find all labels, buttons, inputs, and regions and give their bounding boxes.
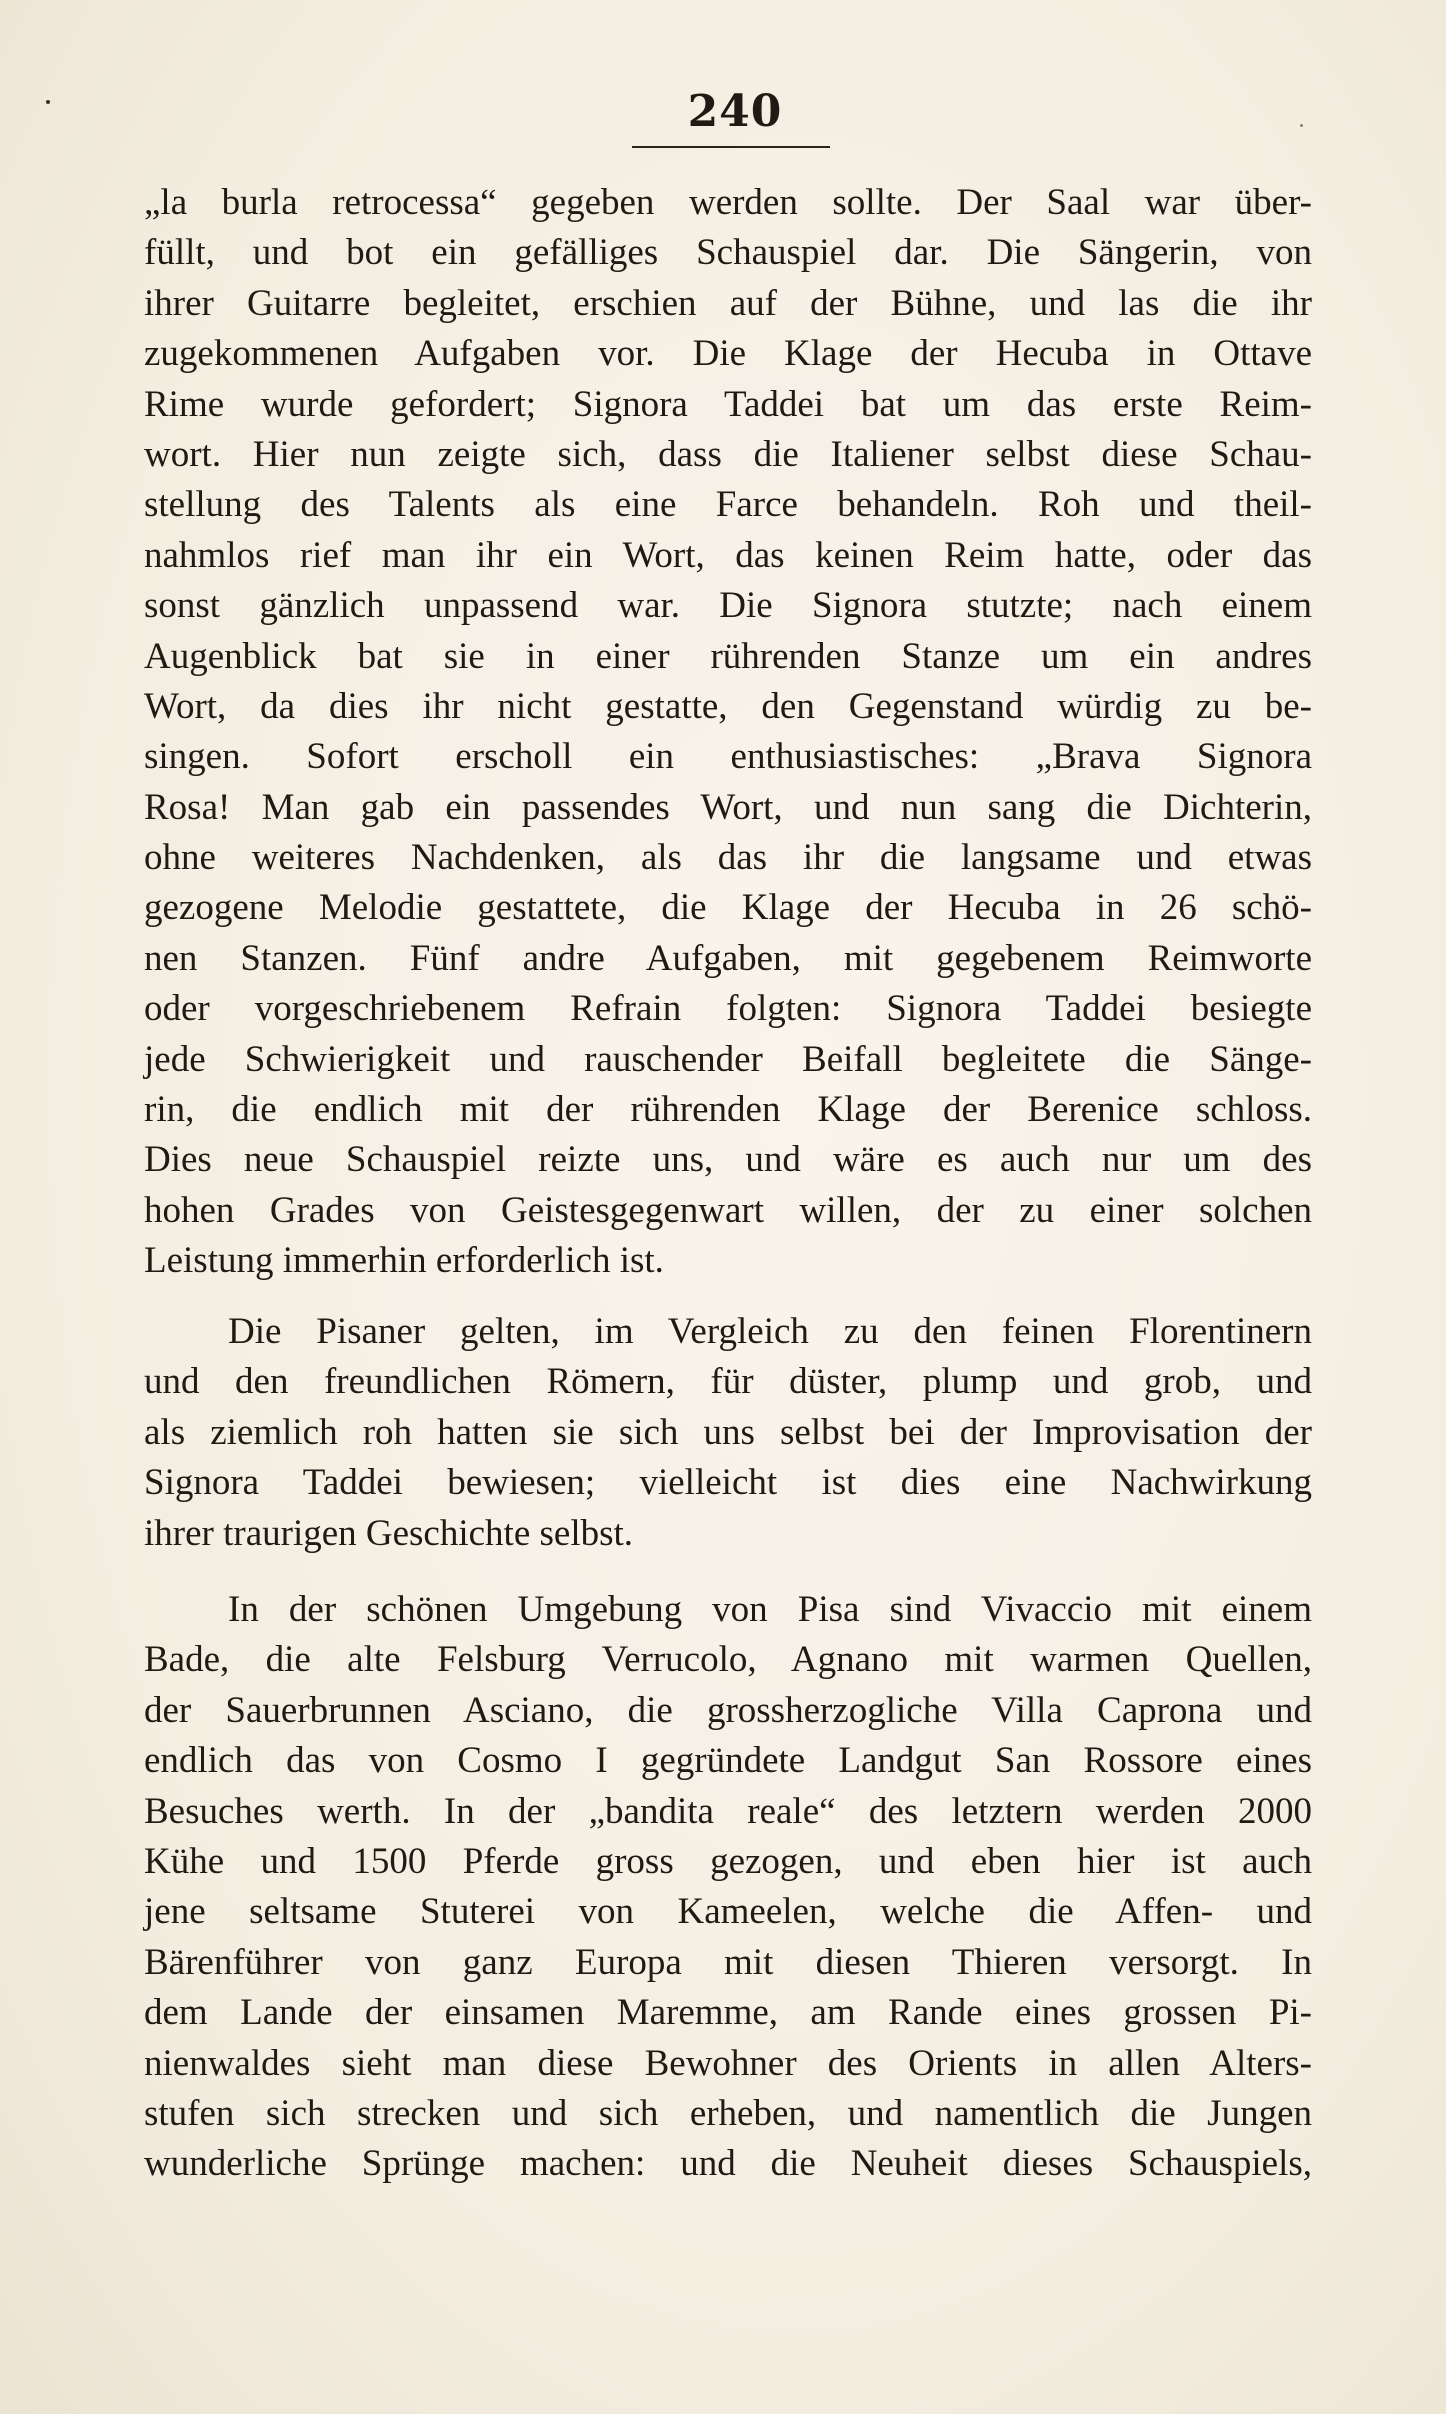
paragraph-3 xyxy=(144,1585,1312,2190)
text-line: sonst gänzlich unpassend war. Die Signora stutzte; nach einem xyxy=(144,585,1312,627)
text-line: wort. Hier nun zeigte sich, dass die Italiener selbst diese Schau- xyxy=(144,433,1312,475)
text-line: jene seltsame Stuterei von Kameelen, welche die Affen- und xyxy=(144,1891,1312,1933)
text-line: „la burla retrocessa“ gegeben werden sollte. Der Saal war über- xyxy=(144,182,1312,223)
text-line: ihrer Guitarre begleitet, erschien auf der Bühne, und las die ihr xyxy=(144,282,1312,324)
text-line: gezogene Melodie gestattete, die Klage der Hecuba in 26 schö- xyxy=(144,887,1312,929)
text-line: Wort, da dies ihr nicht gestatte, den Gegenstand würdig zu be- xyxy=(144,685,1312,727)
text-line: Signora Taddei bewiesen; vielleicht ist dies eine Nachwirkung xyxy=(144,1462,1312,1504)
ink-speck xyxy=(1300,124,1303,127)
ink-speck xyxy=(46,100,50,104)
text-line: In der schönen Umgebung von Pisa sind Vivaccio mit einem xyxy=(228,1589,1312,1630)
text-line: Die Pisaner gelten, im Vergleich zu den feinen Florentinern xyxy=(228,1311,1312,1352)
text-line: Rime wurde gefordert; Signora Taddei bat um das erste Reim- xyxy=(144,383,1312,425)
text-line: jede Schwierigkeit und rauschender Beifall begleitete die Sänge- xyxy=(144,1038,1312,1080)
text-line: ohne weiteres Nachdenken, als das ihr die langsame und etwas xyxy=(144,837,1312,879)
text-line: Rosa! Man gab ein passendes Wort, und nun sang die Dichterin, xyxy=(144,786,1312,828)
text-line: dem Lande der einsamen Maremme, am Rande eines grossen Pi- xyxy=(144,1992,1312,2034)
text-line: wunderliche Sprünge machen: und die Neuheit dieses Schauspiels, xyxy=(144,2143,1312,2185)
paragraph-1 xyxy=(144,178,1312,1287)
page-number-rule xyxy=(632,146,830,148)
text-line: Besuches werth. In der „bandita reale“ des letztern werden 2000 xyxy=(144,1790,1312,1832)
text-line: der Sauerbrunnen Asciano, die grossherzogliche Villa Caprona und xyxy=(144,1689,1312,1731)
text-line: singen. Sofort erscholl ein enthusiastisches: „Brava Signora xyxy=(144,736,1312,778)
text-line: füllt, und bot ein gefälliges Schauspiel dar. Die Sängerin, von xyxy=(144,232,1312,274)
text-line: rin, die endlich mit der rührenden Klage der Berenice schloss. xyxy=(144,1089,1312,1131)
text-line: Augenblick bat sie in einer rührenden Stanze um ein andres xyxy=(144,635,1312,677)
text-line: nahmlos rief man ihr ein Wort, das keinen Reim hatte, oder das xyxy=(144,534,1312,576)
paragraph-2 xyxy=(144,1307,1312,1559)
text-line: endlich das von Cosmo I gegründete Landgut San Rossore eines xyxy=(144,1740,1312,1782)
text-line: stufen sich strecken und sich erheben, und namentlich die Jungen xyxy=(144,2092,1312,2134)
text-line: stellung des Talents als eine Farce behandeln. Roh und theil- xyxy=(144,484,1312,526)
text-line: ihrer traurigen Geschichte selbst. xyxy=(144,1512,634,1554)
text-line: Leistung immerhin erforderlich ist. xyxy=(144,1240,664,1282)
text-line: hohen Grades von Geistesgegenwart willen, der zu einer solchen xyxy=(144,1189,1312,1231)
text-line: Kühe und 1500 Pferde gross gezogen, und eben hier ist auch xyxy=(144,1840,1312,1882)
text-line: nienwaldes sieht man diese Bewohner des Orients in allen Alters- xyxy=(144,2042,1312,2084)
text-line: oder vorgeschriebenem Refrain folgten: Signora Taddei besiegte xyxy=(144,988,1312,1030)
text-line: als ziemlich roh hatten sie sich uns selbst bei der Improvisation der xyxy=(144,1411,1312,1453)
page-number: 240 xyxy=(687,86,783,137)
text-line: Bade, die alte Felsburg Verrucolo, Agnano mit warmen Quellen, xyxy=(144,1639,1312,1681)
text-line: Bärenführer von ganz Europa mit diesen Thieren versorgt. In xyxy=(144,1941,1312,1983)
text-line: und den freundlichen Römern, für düster, plump und grob, und xyxy=(144,1361,1312,1403)
text-line: nen Stanzen. Fünf andre Aufgaben, mit gegebenem Reimworte xyxy=(144,937,1312,979)
text-line: Dies neue Schauspiel reizte uns, und wäre es auch nur um des xyxy=(144,1139,1312,1181)
text-line: zugekommenen Aufgaben vor. Die Klage der Hecuba in Ottave xyxy=(144,333,1312,375)
